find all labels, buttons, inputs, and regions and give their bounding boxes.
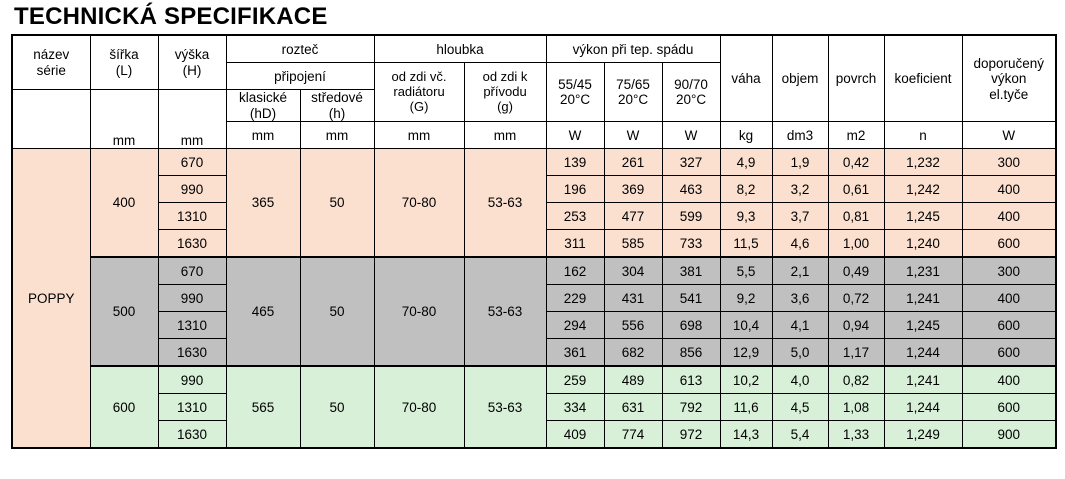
header-stredove-line2: (h) <box>328 105 346 121</box>
cell-objem: 4,1 <box>772 312 828 339</box>
table-row <box>12 366 1056 394</box>
header-spad2-line1: 75/65 <box>616 76 650 92</box>
cell-koeficient: 1,244 <box>884 339 962 367</box>
cell-vyska: 670 <box>158 257 226 285</box>
header-sirka-line1: šířka <box>109 47 139 63</box>
header-vyska-line2: (H) <box>182 62 202 78</box>
cell-dopor: 400 <box>962 366 1056 394</box>
group-klasicke: 365 <box>226 149 300 258</box>
cell-spad3: 792 <box>662 394 720 421</box>
header-spad3-line1: 90/70 <box>674 76 708 92</box>
unit-objem: dm3 <box>772 122 828 149</box>
header-odzdi-vc-line2: radiátoru <box>393 83 445 99</box>
header-cell-povrch: povrch <box>828 35 884 122</box>
cell-spad2: 585 <box>604 230 662 258</box>
cell-vyska: 1310 <box>158 312 226 339</box>
cell-vaha: 12,9 <box>720 339 772 367</box>
group-sirka: 500 <box>90 257 158 366</box>
cell-povrch: 1,00 <box>828 230 884 258</box>
group-odzdi-k: 53-63 <box>464 257 546 366</box>
header-cell-odzdi-k-privodu <box>464 63 546 122</box>
unit-odzdi-vc: mm <box>374 122 464 149</box>
header-odzdi-vc-line3: (G) <box>409 98 429 114</box>
group-klasicke: 465 <box>226 257 300 366</box>
unit-spad2: W <box>604 122 662 149</box>
group-stredove: 50 <box>300 366 374 448</box>
cell-spad3: 733 <box>662 230 720 258</box>
cell-povrch: 0,72 <box>828 285 884 312</box>
header-cell-odzdi-vc-radiatoru <box>374 63 464 122</box>
header-cell-vyska <box>158 35 226 90</box>
header-cell-objem: objem <box>772 35 828 122</box>
header-stredove-line1: středové <box>311 90 363 106</box>
series-name-cell: POPPY <box>12 149 90 449</box>
cell-objem: 4,6 <box>772 230 828 258</box>
cell-vyska: 670 <box>158 149 226 176</box>
cell-spad1: 139 <box>546 149 604 176</box>
unit-povrch: m2 <box>828 122 884 149</box>
group-odzdi-vc: 70-80 <box>374 149 464 258</box>
cell-vaha: 10,4 <box>720 312 772 339</box>
cell-spad2: 682 <box>604 339 662 367</box>
cell-spad1: 361 <box>546 339 604 367</box>
cell-koeficient: 1,245 <box>884 312 962 339</box>
group-klasicke: 565 <box>226 366 300 448</box>
cell-spad1: 409 <box>546 421 604 449</box>
header-cell-koeficient: koeficient <box>884 35 962 122</box>
header-dopor-line1: doporučený <box>973 55 1045 71</box>
cell-dopor: 400 <box>962 176 1056 203</box>
cell-objem: 3,2 <box>772 176 828 203</box>
header-row-1 <box>12 35 1056 63</box>
header-odzdi-vc-line1: od zdi vč. <box>391 69 447 84</box>
unit-odzdi-k: mm <box>464 122 546 149</box>
unit-koeficient: n <box>884 122 962 149</box>
cell-spad2: 431 <box>604 285 662 312</box>
cell-vyska: 1310 <box>158 203 226 230</box>
cell-spad2: 556 <box>604 312 662 339</box>
header-cell-vaha: váha <box>720 35 772 122</box>
unit-dopor: W <box>962 122 1056 149</box>
unit-vaha: kg <box>720 122 772 149</box>
cell-spad1: 229 <box>546 285 604 312</box>
header-dopor-line2: výkon <box>991 71 1027 87</box>
cell-spad1: 311 <box>546 230 604 258</box>
cell-povrch: 0,82 <box>828 366 884 394</box>
unit-klasicke: mm <box>226 122 300 149</box>
group-odzdi-k: 53-63 <box>464 149 546 258</box>
header-cell-pripojeni: připojení <box>226 63 374 90</box>
cell-spad3: 613 <box>662 366 720 394</box>
header-klasicke-line1: klasické <box>238 90 287 106</box>
cell-spad3: 463 <box>662 176 720 203</box>
cell-dopor: 400 <box>962 285 1056 312</box>
header-cell-vyska-spacer: mm <box>158 90 226 149</box>
cell-spad3: 599 <box>662 203 720 230</box>
cell-spad1: 196 <box>546 176 604 203</box>
cell-spad2: 774 <box>604 421 662 449</box>
cell-spad3: 698 <box>662 312 720 339</box>
cell-vaha: 4,9 <box>720 149 772 176</box>
cell-koeficient: 1,232 <box>884 149 962 176</box>
cell-vaha: 11,6 <box>720 394 772 421</box>
group-sirka: 600 <box>90 366 158 448</box>
cell-vaha: 10,2 <box>720 366 772 394</box>
cell-vaha: 9,2 <box>720 285 772 312</box>
header-spad1-line1: 55/45 <box>558 76 592 92</box>
group-stredove: 50 <box>300 257 374 366</box>
cell-objem: 1,9 <box>772 149 828 176</box>
header-nazev-line2: série <box>36 62 66 78</box>
cell-dopor: 900 <box>962 421 1056 449</box>
cell-vaha: 11,5 <box>720 230 772 258</box>
cell-povrch: 0,49 <box>828 257 884 285</box>
cell-koeficient: 1,244 <box>884 394 962 421</box>
cell-objem: 2,1 <box>772 257 828 285</box>
cell-vaha: 5,5 <box>720 257 772 285</box>
cell-koeficient: 1,241 <box>884 285 962 312</box>
header-cell-vykon: výkon při tep. spádu <box>546 35 720 63</box>
cell-spad1: 259 <box>546 366 604 394</box>
header-cell-doporuceny-vykon <box>962 35 1056 122</box>
header-cell-nazev-serie <box>12 35 90 90</box>
cell-vyska: 1310 <box>158 394 226 421</box>
cell-vaha: 9,3 <box>720 203 772 230</box>
header-cell-nazev-spacer <box>12 90 90 149</box>
cell-spad1: 294 <box>546 312 604 339</box>
cell-koeficient: 1,249 <box>884 421 962 449</box>
table-row <box>12 257 1056 285</box>
cell-spad1: 253 <box>546 203 604 230</box>
cell-povrch: 0,61 <box>828 176 884 203</box>
header-vyska-line1: výška <box>174 47 210 63</box>
cell-povrch: 1,08 <box>828 394 884 421</box>
header-klasicke-line2: (hD) <box>249 105 277 121</box>
header-cell-spad-75-65 <box>604 63 662 122</box>
cell-vaha: 14,3 <box>720 421 772 449</box>
group-sirka: 400 <box>90 149 158 258</box>
header-cell-klasicke <box>226 90 300 122</box>
header-odzdi-k-line3: (g) <box>497 98 513 114</box>
cell-objem: 4,0 <box>772 366 828 394</box>
header-spad3-line2: 20°C <box>675 92 707 108</box>
cell-spad3: 541 <box>662 285 720 312</box>
cell-vyska: 1630 <box>158 230 226 258</box>
table-row <box>12 149 1056 176</box>
cell-koeficient: 1,245 <box>884 203 962 230</box>
cell-dopor: 600 <box>962 394 1056 421</box>
header-cell-hloubka: hloubka <box>374 35 546 63</box>
cell-povrch: 0,81 <box>828 203 884 230</box>
unit-spad3: W <box>662 122 720 149</box>
cell-spad3: 327 <box>662 149 720 176</box>
cell-vyska: 1630 <box>158 421 226 449</box>
cell-objem: 5,4 <box>772 421 828 449</box>
group-odzdi-k: 53-63 <box>464 366 546 448</box>
group-odzdi-vc: 70-80 <box>374 257 464 366</box>
cell-spad3: 381 <box>662 257 720 285</box>
cell-spad1: 334 <box>546 394 604 421</box>
cell-spad2: 631 <box>604 394 662 421</box>
cell-spad2: 304 <box>604 257 662 285</box>
header-odzdi-k-line1: od zdi k <box>482 69 528 84</box>
group-stredove: 50 <box>300 149 374 258</box>
cell-vyska: 990 <box>158 285 226 312</box>
cell-objem: 3,6 <box>772 285 828 312</box>
header-cell-sirka-spacer: mm <box>90 90 158 149</box>
cell-povrch: 1,33 <box>828 421 884 449</box>
header-cell-spad-90-70 <box>662 63 720 122</box>
cell-koeficient: 1,231 <box>884 257 962 285</box>
cell-dopor: 600 <box>962 339 1056 367</box>
cell-dopor: 300 <box>962 149 1056 176</box>
unit-stredove: mm <box>300 122 374 149</box>
group-odzdi-vc: 70-80 <box>374 366 464 448</box>
header-spad1-line2: 20°C <box>559 92 591 108</box>
cell-koeficient: 1,240 <box>884 230 962 258</box>
cell-koeficient: 1,242 <box>884 176 962 203</box>
cell-objem: 3,7 <box>772 203 828 230</box>
technical-specification-table <box>11 34 1057 449</box>
header-spad2-line2: 20°C <box>617 92 649 108</box>
cell-spad2: 261 <box>604 149 662 176</box>
header-odzdi-k-line2: přívodu <box>483 83 527 99</box>
header-nazev-line1: název <box>33 47 70 63</box>
header-dopor-line3: el.tyče <box>989 86 1029 102</box>
header-sirka-line2: (L) <box>115 62 133 78</box>
cell-vyska: 1630 <box>158 339 226 367</box>
cell-vyska: 990 <box>158 366 226 394</box>
page-title: TECHNICKÁ SPECIFIKACE <box>14 3 328 30</box>
cell-vaha: 8,2 <box>720 176 772 203</box>
cell-spad3: 856 <box>662 339 720 367</box>
cell-povrch: 1,17 <box>828 339 884 367</box>
cell-spad2: 369 <box>604 176 662 203</box>
unit-spad1: W <box>546 122 604 149</box>
header-cell-sirka <box>90 35 158 90</box>
cell-objem: 4,5 <box>772 394 828 421</box>
cell-povrch: 0,42 <box>828 149 884 176</box>
cell-objem: 5,0 <box>772 339 828 367</box>
cell-dopor: 600 <box>962 230 1056 258</box>
cell-koeficient: 1,241 <box>884 366 962 394</box>
cell-dopor: 400 <box>962 203 1056 230</box>
cell-povrch: 0,94 <box>828 312 884 339</box>
header-cell-spad-55-45 <box>546 63 604 122</box>
cell-spad1: 162 <box>546 257 604 285</box>
cell-spad2: 489 <box>604 366 662 394</box>
cell-vyska: 990 <box>158 176 226 203</box>
header-cell-roztec: rozteč <box>226 35 374 63</box>
cell-spad2: 477 <box>604 203 662 230</box>
header-cell-stredove <box>300 90 374 122</box>
cell-dopor: 600 <box>962 312 1056 339</box>
cell-spad3: 972 <box>662 421 720 449</box>
cell-dopor: 300 <box>962 257 1056 285</box>
